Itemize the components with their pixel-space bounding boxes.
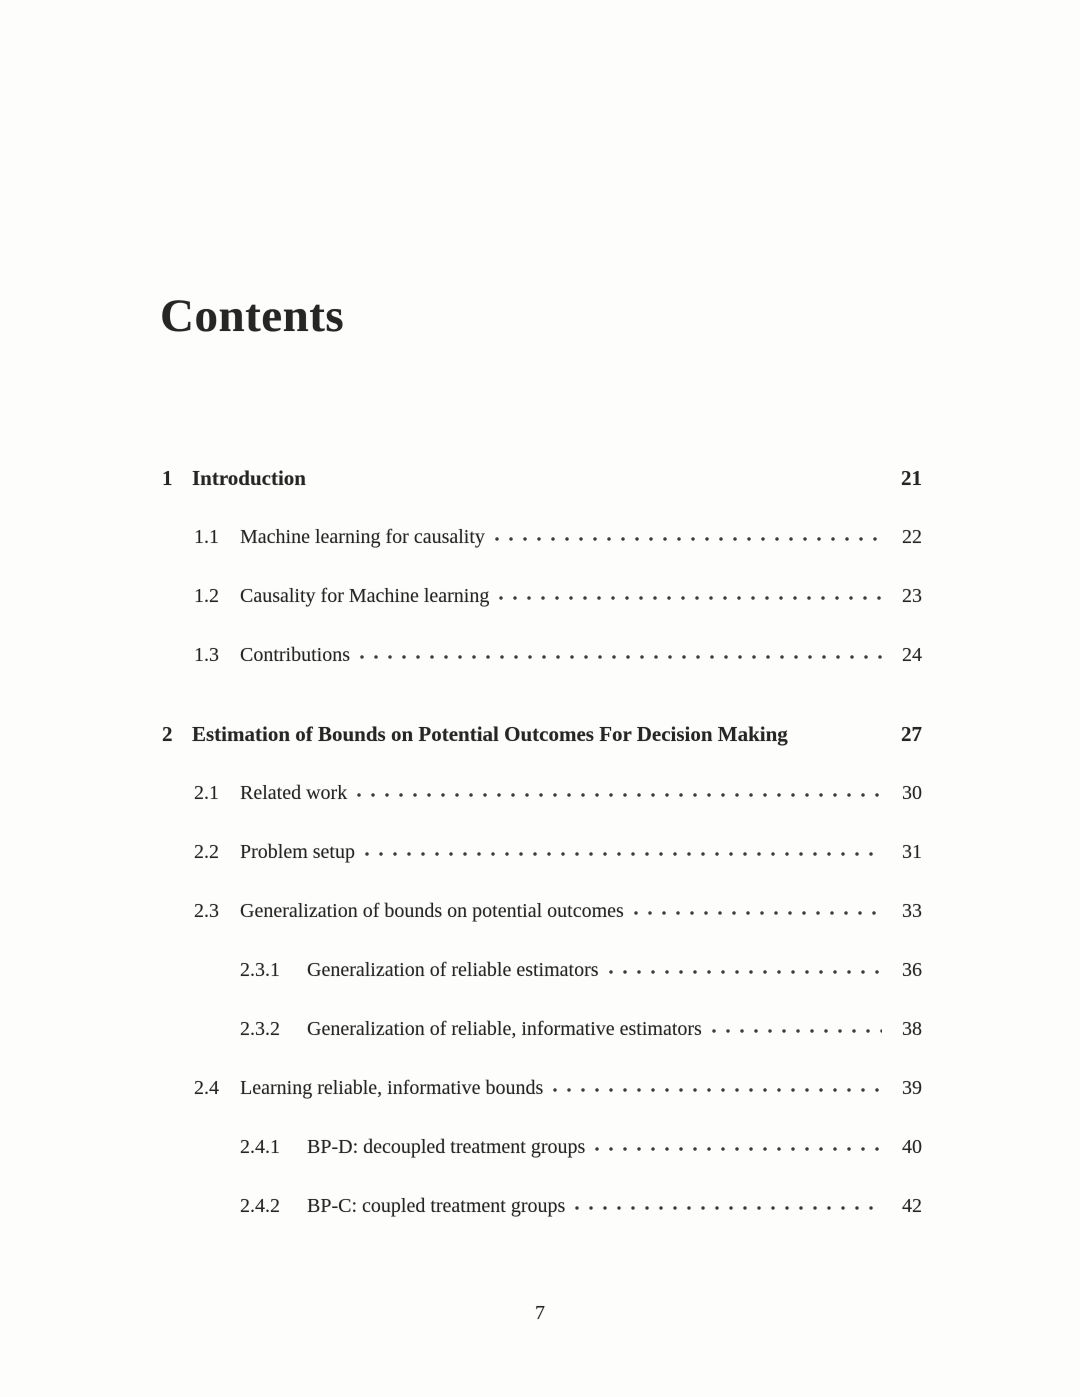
- toc-entry-number: 1.3: [194, 644, 219, 666]
- toc-entry-title: Problem setup: [240, 841, 355, 863]
- dot-leader: [357, 792, 882, 798]
- toc-entry[interactable]: [162, 608, 922, 667]
- dot-leader: [609, 969, 882, 975]
- toc-entry-title: Generalization of reliable, informative estimators: [307, 1018, 702, 1040]
- toc-entry-number: 2.3: [194, 900, 219, 922]
- dot-leader: [499, 595, 882, 601]
- toc-entry[interactable]: [162, 431, 922, 490]
- dot-leader: [360, 654, 882, 660]
- toc-entry-page: 40: [902, 1136, 922, 1158]
- toc-entry-page: 36: [902, 959, 922, 981]
- dot-leader: [495, 536, 882, 542]
- toc-entry[interactable]: [162, 982, 922, 1041]
- toc-entry-title: Contributions: [240, 644, 351, 666]
- toc-entry-number: 2.2: [194, 841, 219, 863]
- dot-leader: [595, 1146, 882, 1152]
- toc-entry-number: 2: [162, 721, 173, 746]
- toc-entry-number: 2.4: [194, 1077, 219, 1099]
- toc-entry-page: 27: [901, 721, 922, 746]
- toc-entry[interactable]: [162, 1041, 922, 1100]
- toc-entry[interactable]: [162, 1100, 922, 1159]
- toc-entry-title: Causality for Machine learning: [240, 585, 490, 607]
- dot-leader: [365, 851, 882, 857]
- page-title: Contents: [160, 290, 345, 342]
- toc-entry-page: 39: [902, 1077, 922, 1099]
- toc-entry-title: Related work: [240, 782, 348, 804]
- toc-entry-number: 2.4.1: [240, 1136, 280, 1158]
- toc-entry-number: 1.2: [194, 585, 219, 607]
- dot-leader: [634, 910, 882, 916]
- toc-entry[interactable]: [162, 864, 922, 923]
- toc-entry-number: 2.4.2: [240, 1195, 280, 1217]
- toc-entry-page: 38: [902, 1018, 922, 1040]
- toc-entry[interactable]: [162, 1159, 922, 1218]
- toc-entry-page: 42: [902, 1195, 922, 1217]
- toc-entry[interactable]: [162, 490, 922, 549]
- toc-entry-title: Introduction: [192, 465, 306, 490]
- toc-entry[interactable]: [162, 923, 922, 982]
- toc-entry-number: 2.3.1: [240, 959, 280, 981]
- toc-entry[interactable]: [162, 805, 922, 864]
- toc-entry-number: 1.1: [194, 526, 219, 548]
- toc-entry-number: 2.3.2: [240, 1018, 280, 1040]
- toc-entry[interactable]: [162, 549, 922, 608]
- toc-entry-title: Learning reliable, informative bounds: [240, 1077, 544, 1099]
- toc-entry-page: 23: [902, 585, 922, 607]
- toc-entry-title: BP-C: coupled treatment groups: [307, 1195, 566, 1217]
- toc-entry-page: 22: [902, 526, 922, 548]
- toc-entry-title: BP-D: decoupled treatment groups: [307, 1136, 586, 1158]
- page-number: 7: [535, 1302, 545, 1324]
- toc-entry[interactable]: [162, 746, 922, 805]
- toc-entry-page: 24: [902, 644, 922, 666]
- dot-leader: [712, 1028, 882, 1034]
- dot-leader: [553, 1087, 882, 1093]
- toc-entry-number: 2.1: [194, 782, 219, 804]
- toc-entry-title: Generalization of reliable estimators: [307, 959, 599, 981]
- toc-entry-title: Generalization of bounds on potential outcomes: [240, 900, 624, 922]
- table-of-contents: [162, 431, 922, 1218]
- dot-leader: [575, 1205, 882, 1211]
- toc-entry-title: Machine learning for causality: [240, 526, 485, 548]
- toc-entry-page: 30: [902, 782, 922, 804]
- toc-entry-page: 31: [902, 841, 922, 863]
- toc-entry-page: 33: [902, 900, 922, 922]
- dot-leader: [316, 477, 882, 483]
- toc-entry[interactable]: [162, 687, 922, 746]
- dot-leader: [798, 733, 882, 739]
- toc-entry-number: 1: [162, 465, 173, 490]
- toc-entry-title: Estimation of Bounds on Potential Outcomes For Decision Making: [192, 721, 788, 746]
- toc-entry-page: 21: [901, 465, 922, 490]
